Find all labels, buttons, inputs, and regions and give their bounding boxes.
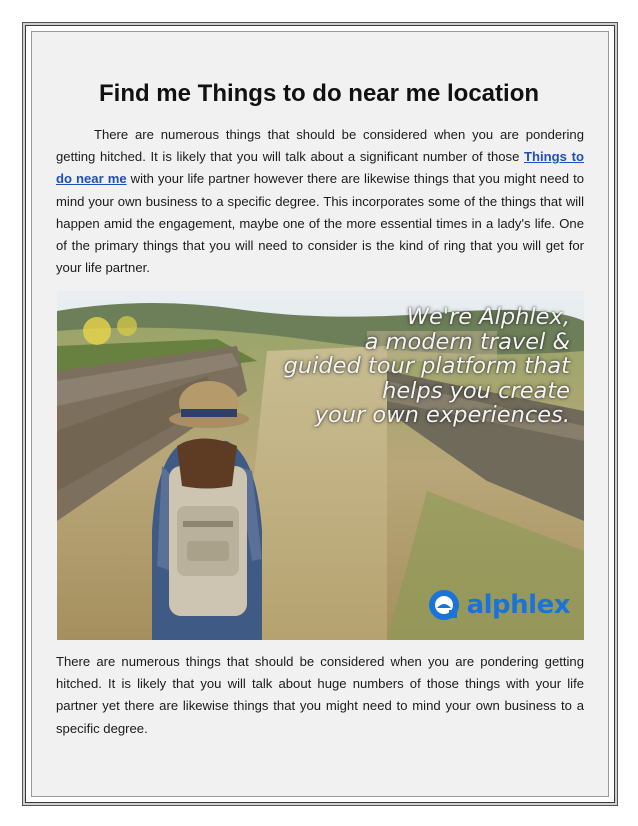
paragraph-closing: There are numerous things that should be considered when you are pondering getting hitched. It is likely that you will talk about huge numbers of those things with your life partner yet there are likewise things that you might need to mind your own business to a specific degree. (56, 654, 584, 736)
overlay-line: We're Alphlex, (406, 304, 570, 330)
alphlex-logo-text: alphlex (466, 590, 570, 620)
overlay-line: your own experiences. (314, 402, 570, 428)
hero-photo (57, 291, 584, 640)
alphlex-logo-icon (427, 588, 461, 622)
promo-overlay-text (284, 305, 570, 428)
paragraph-intro (56, 124, 584, 279)
paragraph-intro-text-b: with your life partner however there are likewise things that you might need to mind your own business to a specific degree. This incorporates some of the things that will happen amid the engagement, maybe one of the more essential times in a lady's life. One of the primary things that you will need to consider is the kind of ring that you will get for your life partner. (56, 171, 584, 276)
overlay-line: helps you create (382, 377, 570, 404)
page-title: Find me Things to do near me location (98, 80, 540, 107)
things-to-do-link[interactable]: Things to do near me (56, 149, 584, 187)
alphlex-logo (427, 588, 570, 622)
paragraph-intro-text-a: There are numerous things that should be considered when you are pondering getting hitched. It is likely that you will talk about a significant number of those (56, 127, 584, 165)
overlay-line: a modern travel & (364, 328, 570, 355)
overlay-line: guided tour platform that (283, 353, 570, 379)
